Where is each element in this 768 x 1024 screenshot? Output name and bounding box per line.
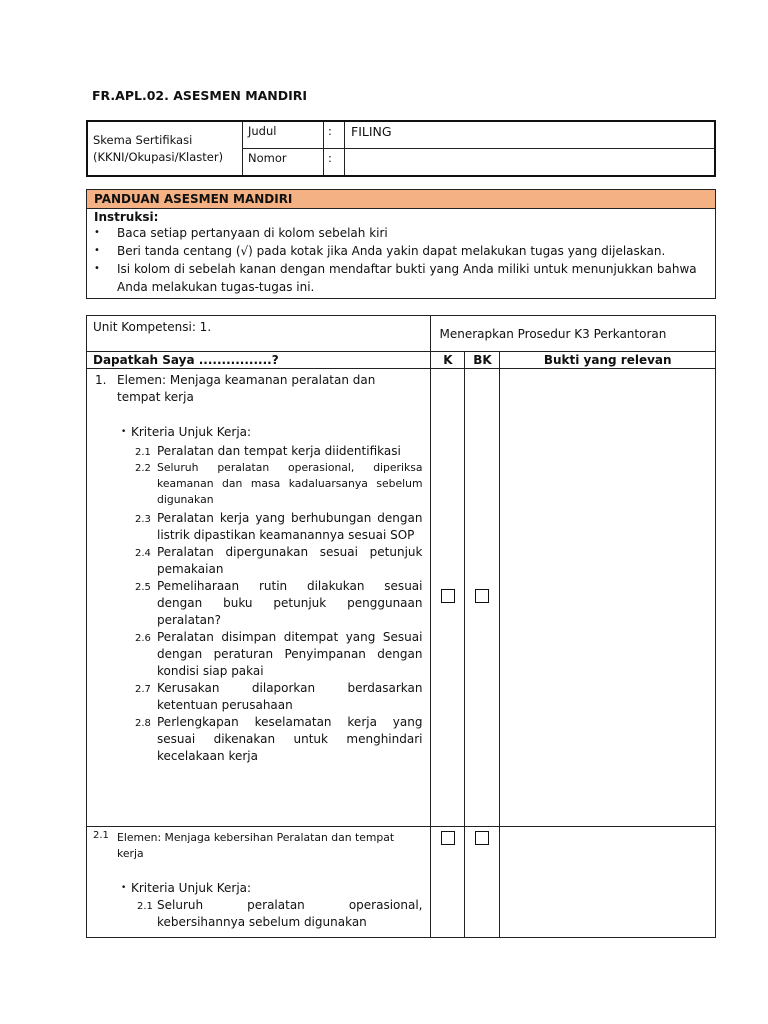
kriteria-label: • Kriteria Unjuk Kerja: (117, 880, 422, 897)
bukti-header: Bukti yang relevan (500, 352, 716, 369)
bukti-cell[interactable] (500, 369, 716, 827)
nomor-colon: : (324, 149, 345, 177)
bk-cell (465, 369, 500, 827)
instruksi-item: • Beri tanda centang (√) pada kotak jika Anda yakin dapat melakukan tugas yang dijelaskan. (87, 242, 715, 260)
judul-label: Judul (243, 121, 324, 149)
kuk-item: 2.4 Peralatan dipergunakan sesuai petunjuk pemakaian (135, 545, 423, 576)
kuk-item: 2.1 Seluruh peralatan operasional, kebersihannya sebelum digunakan (137, 898, 423, 929)
elemen-1-text: Elemen: Menjaga keamanan peralatan dan tempat kerja (117, 373, 376, 404)
judul-value[interactable]: FILING (345, 121, 716, 149)
nomor-value[interactable] (345, 149, 716, 177)
elemen-2-text: Elemen: Menjaga kebersihan Peralatan dan tempat kerja (117, 831, 395, 860)
k-checkbox[interactable] (441, 589, 455, 603)
bk-header: BK (465, 352, 500, 369)
bk-cell (465, 827, 500, 938)
kuk-item: 2.7 Kerusakan dilaporkan berdasarkan ketentuan perusahaan (135, 681, 423, 712)
nomor-label: Nomor (243, 149, 324, 177)
k-cell (431, 827, 465, 938)
document-title: FR.APL.02. ASESMEN MANDIRI (92, 88, 308, 103)
kuk-item: 2.1 Peralatan dan tempat kerja diidentifikasi (135, 444, 401, 458)
bukti-cell[interactable] (500, 827, 716, 938)
kuk-item: 2.5 Pemeliharaan rutin dilakukan sesuai dengan buku petunjuk penggunaan peralatan? (135, 579, 423, 627)
bk-checkbox[interactable] (475, 589, 489, 603)
instruksi-label: Instruksi: (94, 210, 159, 224)
kuk-item: 2.2 Seluruh peralatan operasional, diperiksa keamanan dan masa kadaluarsanya sebelum digunakan (135, 461, 423, 506)
elemen-1-number: 1. (95, 373, 107, 387)
elemen-1-cell (87, 369, 431, 827)
panduan-header: PANDUAN ASESMEN MANDIRI (87, 190, 715, 209)
assessment-table (86, 315, 716, 938)
elemen-2-number: 2.1 (93, 830, 109, 841)
k-checkbox[interactable] (441, 831, 455, 845)
kuk-item: 2.3 Peralatan kerja yang berhubungan dengan listrik dipastikan keamanannya sesuai SOP (135, 511, 423, 542)
kriteria-label: • Kriteria Unjuk Kerja: (117, 424, 422, 441)
bk-checkbox[interactable] (475, 831, 489, 845)
skema-label: Skema Sertifikasi (KKNI/Okupasi/Klaster) (87, 121, 243, 176)
judul-colon: : (324, 121, 345, 149)
k-cell (431, 369, 465, 827)
skema-table (86, 120, 716, 177)
instruksi-item: • Isi kolom di sebelah kanan dengan mendaftar bukti yang Anda miliki untuk menunjukkan bahwa Anda melakukan tugas-tugas ini. (87, 260, 715, 296)
instruksi-list (87, 224, 715, 296)
k-header: K (431, 352, 465, 369)
elemen-2-cell (87, 827, 431, 938)
panduan-box (86, 189, 716, 299)
kuk-item: 2.6 Peralatan disimpan ditempat yang Sesuai dengan peraturan Penyimpanan dengan kondisi siap pakai (135, 630, 423, 678)
unit-name: Menerapkan Prosedur K3 Perkantoran (431, 316, 716, 352)
unit-label: Unit Kompetensi: 1. (87, 316, 431, 352)
kuk-item: 2.8 Perlengkapan keselamatan kerja yang sesuai dikenakan untuk menghindari kecelakaan kerja (135, 715, 423, 763)
question-header: Dapatkah Saya ................? (87, 352, 431, 369)
instruksi-item: • Baca setiap pertanyaan di kolom sebelah kiri (87, 224, 715, 242)
